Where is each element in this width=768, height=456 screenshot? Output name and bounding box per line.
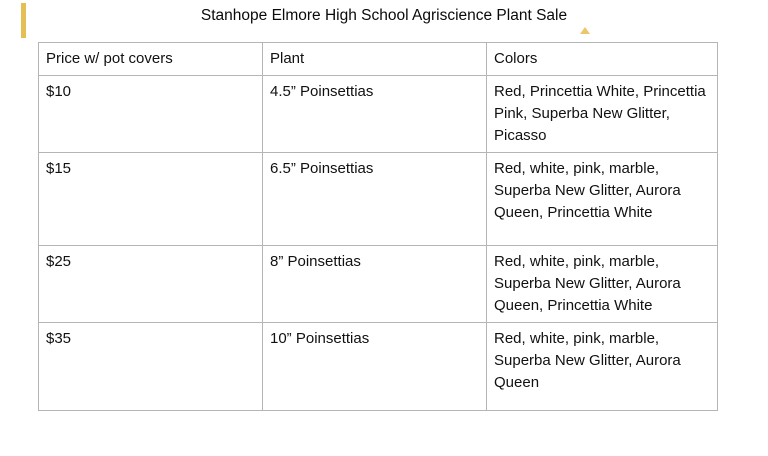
proofing-marker-icon — [580, 27, 590, 34]
plant-sale-table — [38, 42, 718, 411]
cell-plant: 6.5” Poinsettias — [263, 153, 487, 246]
cell-price: $25 — [39, 246, 263, 323]
cell-price: $15 — [39, 153, 263, 246]
cell-colors: Red, white, pink, marble, Superba New Glitter, Aurora Queen, Princettia White — [487, 246, 718, 323]
cell-price: $10 — [39, 76, 263, 153]
header-plant: Plant — [263, 43, 487, 76]
page-title: Stanhope Elmore High School Agriscience Plant Sale — [200, 7, 568, 24]
cell-colors: Red, white, pink, marble, Superba New Glitter, Aurora Queen — [487, 323, 718, 411]
table-row — [39, 246, 718, 323]
cell-price: $35 — [39, 323, 263, 411]
table-row — [39, 153, 718, 246]
header-colors: Colors — [487, 43, 718, 76]
table-row — [39, 76, 718, 153]
cell-plant: 4.5” Poinsettias — [263, 76, 487, 153]
header-price: Price w/ pot covers — [39, 43, 263, 76]
cell-colors: Red, Princettia White, Princettia Pink, Superba New Glitter, Picasso — [487, 76, 718, 153]
cell-plant: 10” Poinsettias — [263, 323, 487, 411]
cell-plant: 8” Poinsettias — [263, 246, 487, 323]
table-row — [39, 323, 718, 411]
cell-colors: Red, white, pink, marble, Superba New Glitter, Aurora Queen, Princettia White — [487, 153, 718, 246]
table-header-row — [39, 43, 718, 76]
